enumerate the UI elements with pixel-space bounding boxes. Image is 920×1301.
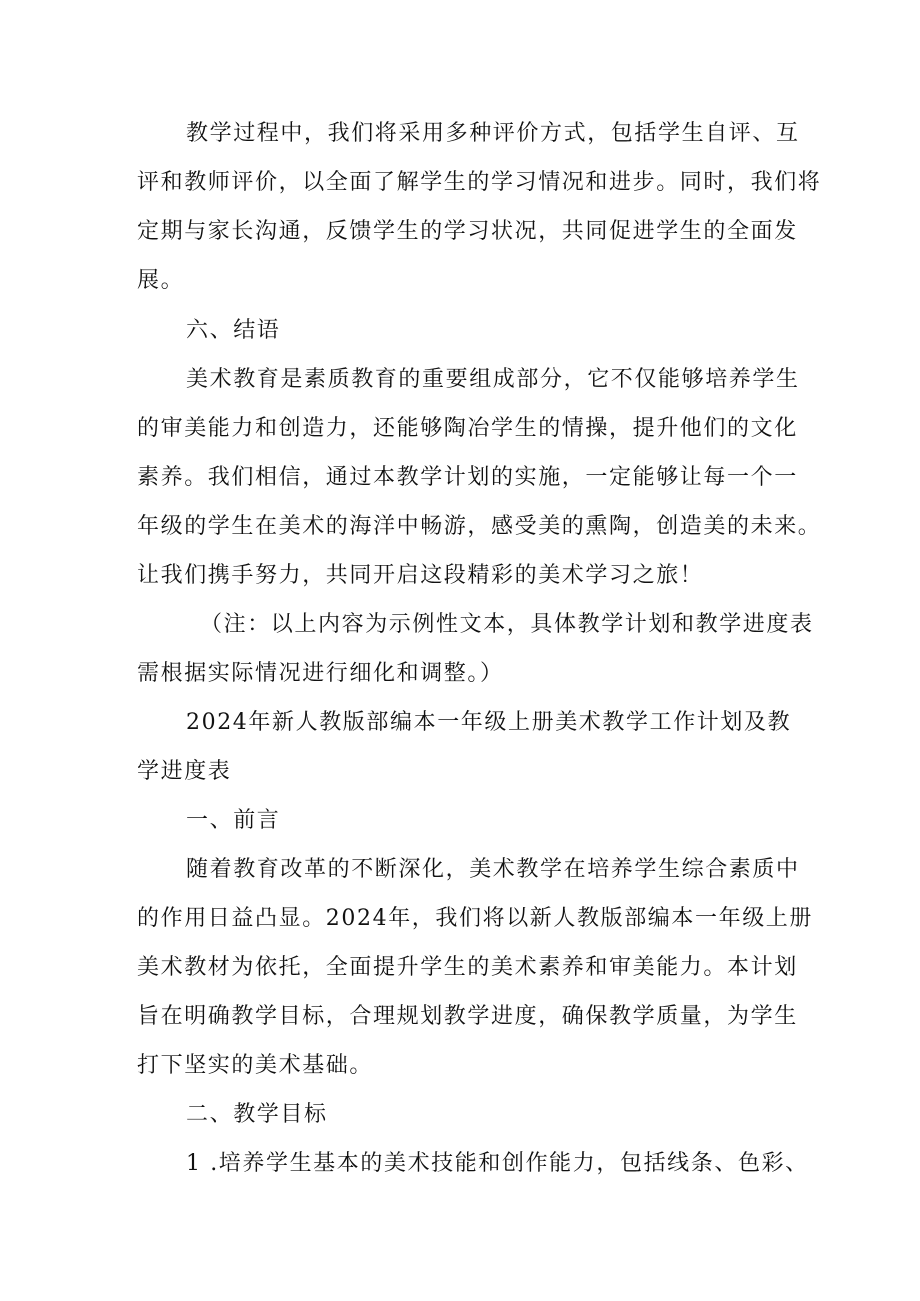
paragraph-preface-line-4: 旨在明确教学目标，合理规划教学进度，确保教学质量，为学生: [137, 1004, 798, 1029]
paragraph-preface-line-5: 打下坚实的美术基础。: [137, 1053, 374, 1078]
paragraph-evaluation-line-2: 评和教师评价，以全面了解学生的学习情况和进步。同时，我们将: [137, 170, 822, 195]
section-heading-preface: 一、前言: [186, 808, 281, 833]
paragraph-conclusion-line-5: 让我们携手努力，共同开启这段精彩的美术学习之旅！: [137, 563, 704, 588]
paragraph-preface-line-2: 的作用日益凸显。2024年，我们将以新人教版部编本一年级上册: [137, 906, 813, 931]
paragraph-conclusion-line-4: 年级的学生在美术的海洋中畅游，感受美的熏陶，创造美的未来。: [137, 514, 822, 539]
paragraph-conclusion-line-1: 美术教育是素质教育的重要组成部分，它不仅能够培养学生: [186, 367, 800, 392]
note-line-1: （注：以上内容为示例性文本，具体教学计划和教学进度表: [200, 612, 814, 637]
document-title-line-2: 学进度表: [137, 759, 232, 784]
goal-item-1: 1 .培养学生基本的美术技能和创作能力，包括线条、色彩、: [186, 1151, 809, 1176]
note-line-2: 需根据实际情况进行细化和调整。）: [137, 661, 504, 686]
paragraph-conclusion-line-3: 素养。我们相信，通过本教学计划的实施，一定能够让每一个一: [137, 465, 798, 490]
section-heading-conclusion: 六、结语: [186, 318, 281, 343]
paragraph-conclusion-line-2: 的审美能力和创造力，还能够陶冶学生的情操，提升他们的文化: [137, 416, 798, 441]
paragraph-evaluation-line-4: 展。: [137, 268, 185, 293]
paragraph-preface-line-3: 美术教材为依托，全面提升学生的美术素养和审美能力。本计划: [137, 955, 798, 980]
section-heading-teaching-goals: 二、教学目标: [186, 1102, 328, 1127]
document-title-line-1: 2024年新人教版部编本一年级上册美术教学工作计划及教: [186, 710, 792, 735]
paragraph-evaluation-line-3: 定期与家长沟通，反馈学生的学习状况，共同促进学生的全面发: [137, 219, 798, 244]
paragraph-evaluation-line-1: 教学过程中，我们将采用多种评价方式，包括学生自评、互: [186, 121, 800, 146]
paragraph-preface-line-1: 随着教育改革的不断深化，美术教学在培养学生综合素质中: [186, 857, 800, 882]
